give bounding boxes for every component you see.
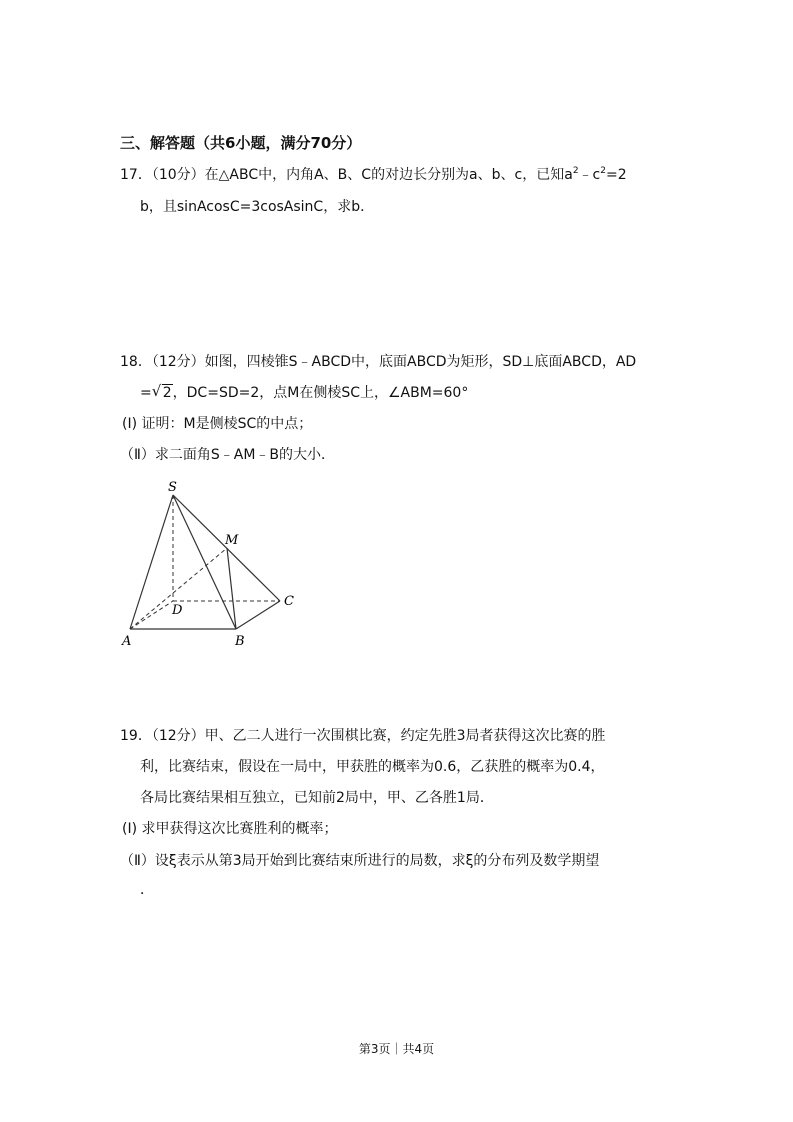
q19-part2-end: ． — [140, 882, 154, 898]
q18-part2: （Ⅱ）求二面角S﹣AM﹣B的大小． — [120, 447, 336, 463]
pyramid-figure — [118, 478, 308, 653]
q18-line2-pre: = — [140, 385, 152, 401]
q19-part1: (Ⅰ) 求甲获得这次比赛胜利的概率； — [122, 821, 338, 837]
q17-line1-text: 17．（10分）在△ABC中，内角A、B、C的对边长分别为a、b、c，已知a — [120, 167, 573, 183]
q17-line1 — [120, 166, 627, 184]
label-A: A — [122, 634, 132, 649]
q19-line1: 19．（12分）甲、乙二人进行一次围棋比赛，约定先胜3局者获得这次比赛的胜 — [120, 728, 606, 744]
q19-line2: 利，比赛结束，假设在一局中，甲获胜的概率为0.6，乙获胜的概率为0.4， — [140, 759, 605, 775]
radicand: 2 — [162, 385, 172, 401]
q19-line3: 各局比赛结果相互独立，已知前2局中，甲、乙各胜1局． — [140, 790, 494, 806]
q18-part1: (Ⅰ) 证明：M是侧棱SC的中点； — [122, 416, 313, 432]
label-C: C — [284, 594, 294, 609]
q18-line1: 18．（12分）如图，四棱锥S﹣ABCD中，底面ABCD为矩形，SD⊥底面ABCD，AD — [120, 354, 637, 370]
pyramid-svg — [118, 478, 308, 653]
q19-part2: （Ⅱ）设ξ表示从第3局开始到比赛结束所进行的局数，求ξ的分布列及数学期望 — [120, 853, 600, 869]
q17-exponent-c: 2 — [600, 166, 606, 176]
label-M: M — [225, 533, 239, 548]
edge-SA — [130, 495, 173, 629]
q18-line2 — [140, 384, 468, 402]
edge-SC — [173, 495, 280, 601]
label-B: B — [235, 634, 245, 649]
q17-exponent-a: 2 — [572, 166, 579, 176]
label-D: D — [172, 603, 183, 618]
edge-BC — [236, 601, 280, 629]
sqrt-expression — [152, 384, 173, 402]
edge-SB — [173, 495, 236, 629]
radical-sign: √ — [151, 382, 162, 400]
edge-AD — [130, 601, 173, 629]
q18-line2-post: ，DC=SD=2，点M在侧棱SC上，∠ABM=60° — [172, 385, 469, 401]
label-S: S — [168, 480, 177, 495]
section-title: 三、解答题（共6小题，满分70分） — [120, 134, 362, 152]
edge-MB — [227, 548, 236, 629]
q17-line2: b，且sinAcosC=3cosAsinC，求b． — [140, 199, 375, 215]
page-footer: 第3页｜共4页 — [358, 1042, 435, 1056]
q17-line1-end: =2 — [605, 167, 627, 183]
q17-line1-mid: ﹣c — [578, 167, 601, 183]
